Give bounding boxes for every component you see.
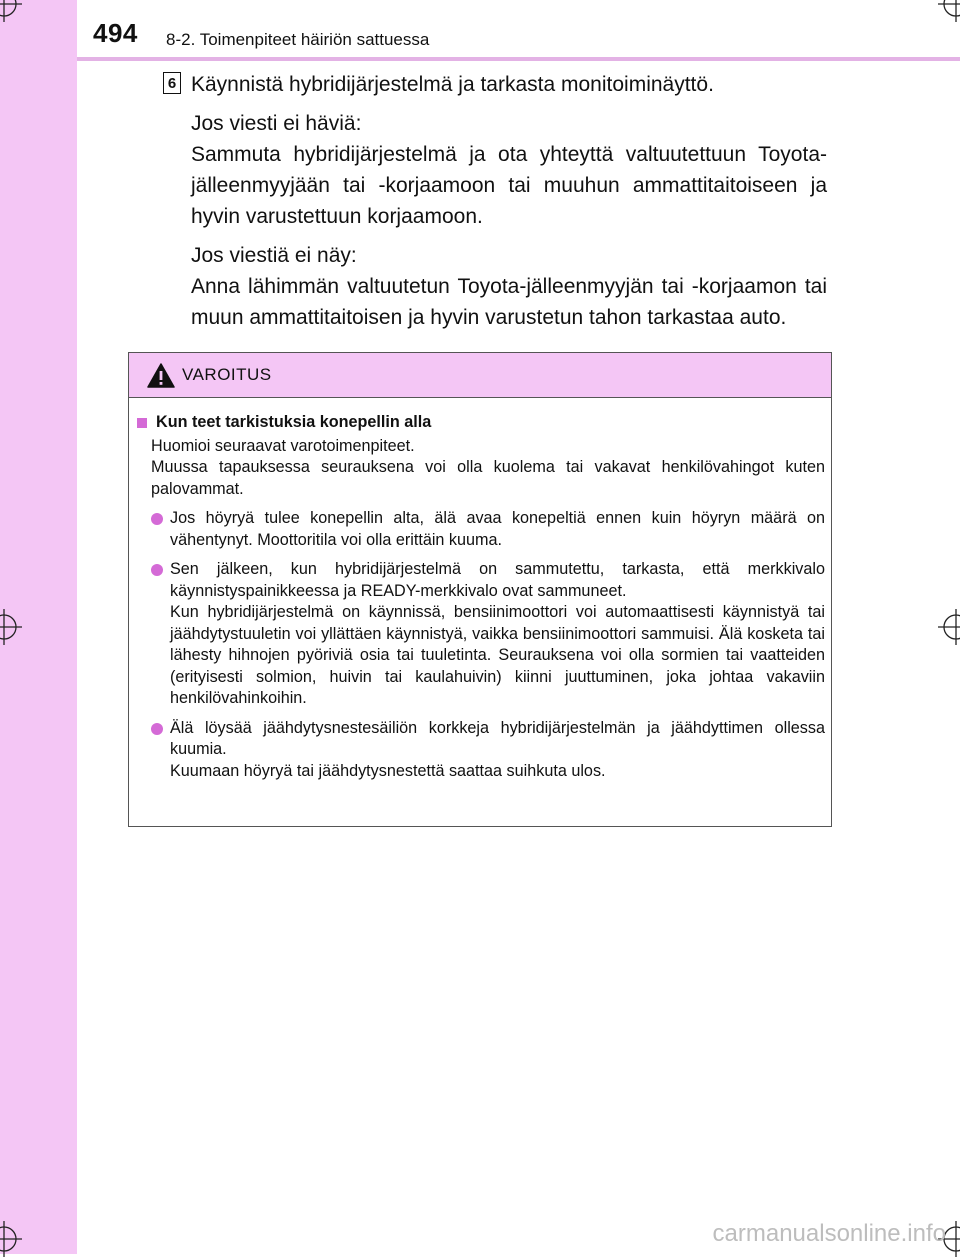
step-line: Sammuta hybridijärjestelmä ja ota yhteyttä valtuutettuun Toyota-jälleenmyyjään tai -korjaamoon tai muuhun ammattitaitoiseen ja hyvin varustettuun korjaamoon. [191, 143, 827, 228]
bullet-paragraph: Jos höyryä tulee konepellin alta, älä avaa konepeltiä ennen kuin höyryn määrä on vähentynyt. Moottoritila voi olla erittäin kuuma. [170, 509, 825, 549]
bullet-dot-icon [151, 513, 163, 525]
square-bullet-icon [137, 418, 147, 428]
warning-intro-line: Muussa tapauksessa seurauksena voi olla kuolema tai vakavat henkilövahingot kuten palovammat. [151, 458, 825, 498]
step-instructions [191, 69, 827, 333]
step-number-badge: 6 [163, 72, 181, 94]
warning-box [128, 352, 832, 827]
crop-mark-icon [938, 0, 960, 22]
warning-header [129, 353, 831, 398]
page-number: 494 [93, 18, 138, 48]
warning-bullet [151, 718, 825, 783]
step-line: Jos viesti ei häviä: [191, 112, 362, 135]
bullet-paragraph: Älä löysää jäähdytysnestesäiliön korkkeja hybridijärjestelmän ja jäähdyttimen ollessa kuumia. [170, 718, 825, 758]
section-title: 8-2. Toimenpiteet häiriön sattuessa [166, 30, 430, 49]
step-line: Jos viestiä ei näy: [191, 244, 357, 267]
warning-title: VAROITUS [182, 365, 272, 384]
warning-body [129, 398, 831, 782]
warning-subheading [135, 412, 825, 434]
bullet-dot-icon [151, 723, 163, 735]
crop-mark-icon [0, 0, 22, 22]
warning-bullet [151, 508, 825, 551]
bullet-paragraph: Sen jälkeen, kun hybridijärjestelmä on sammutettu, tarkasta, että merkkivalo käynnistyspainikkeessa ja READY-merkkivalo ovat sammuneet. [170, 560, 825, 600]
crop-mark-icon [938, 609, 960, 645]
bullet-paragraph: Kuumaan höyryä tai jäähdytysnestettä saattaa suihkuta ulos. [170, 761, 606, 780]
step-line: Käynnistä hybridijärjestelmä ja tarkasta monitoiminäyttö. [191, 73, 714, 96]
warning-intro-line: Huomioi seuraavat varotoimenpiteet. [151, 436, 415, 455]
bullet-paragraph: Kun hybridijärjestelmä on käynnissä, bensiinimoottori voi automaattisesti käynnistyä tai jäähdytystuuletin voi yllättäen käynnistyä, vaikka bensiinimoottori sammuisi. Älä kosketa tai lähesty hihnojen pyöriviä osia tai tuuletinta. Seurauksena voi olla sormien tai vaatteiden (erityisesti solmion, huivin tai kaulahuivin) kiinni juuttuminen, joka johtaa vakaviin henkilövahinkoihin. [170, 603, 825, 707]
warning-bullet [151, 559, 825, 710]
crop-mark-icon [0, 609, 22, 645]
warning-triangle-icon [147, 363, 175, 388]
watermark-text: carmanualsonline.info [712, 1220, 946, 1247]
warning-content [135, 436, 825, 783]
crop-mark-icon [0, 1221, 22, 1257]
step-line: Anna lähimmän valtuutetun Toyota-jälleenmyyjän tai -korjaamon tai muun ammattitaitoisen ja hyvin varustetun tahon tarkastaa auto. [191, 275, 827, 329]
warning-subheading-text: Kun teet tarkistuksia konepellin alla [156, 413, 432, 431]
bullet-dot-icon [151, 564, 163, 576]
header-divider [77, 57, 960, 61]
